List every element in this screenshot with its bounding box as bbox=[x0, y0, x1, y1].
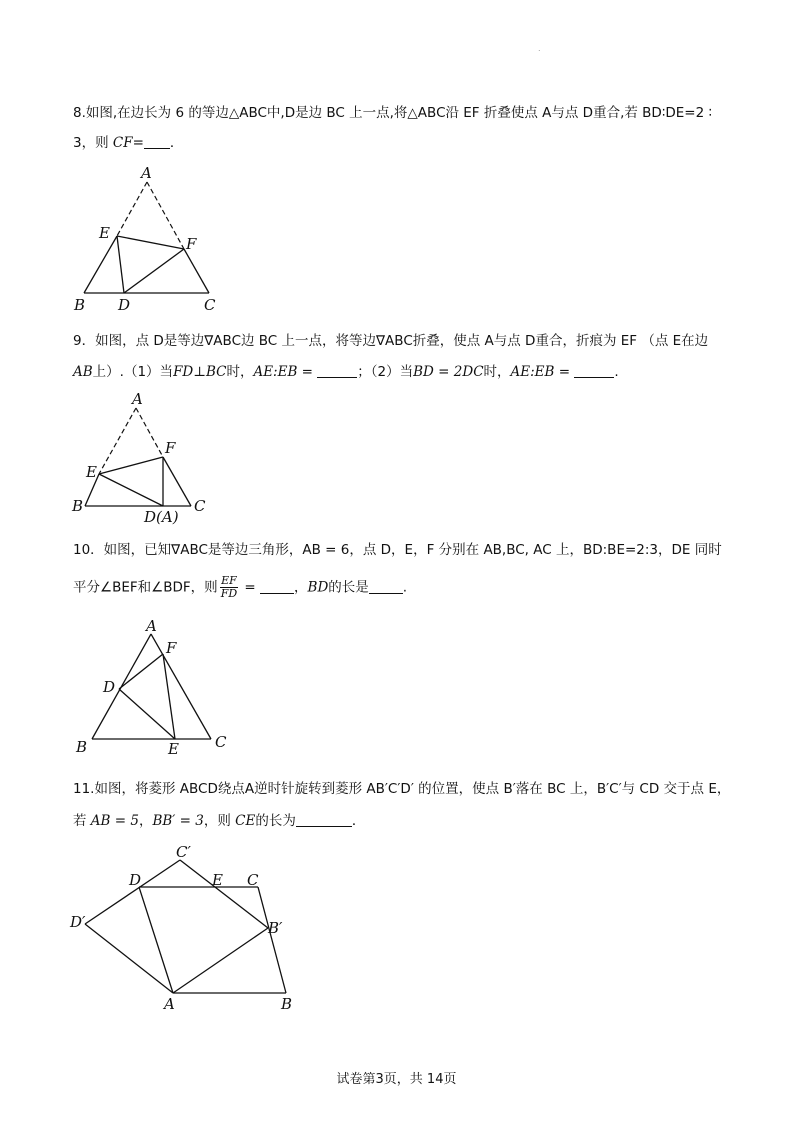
segment-de bbox=[119, 689, 175, 739]
crease-ef bbox=[99, 457, 163, 474]
q10-bd: BD bbox=[307, 579, 329, 596]
q9-t2: 时， bbox=[226, 364, 254, 380]
q11-bb: BB′ = 3 bbox=[152, 813, 204, 829]
fold-dash-af bbox=[147, 182, 184, 249]
q11-ce: CE bbox=[235, 813, 256, 829]
label-d: D bbox=[103, 678, 116, 696]
q10-t3: 的长是 bbox=[328, 579, 369, 596]
label-e: E bbox=[86, 463, 97, 481]
q11-line2 bbox=[73, 811, 365, 831]
q10-line2 bbox=[73, 575, 407, 600]
q11-line1: 11.如图，将菱形 ABCD绕点A逆时针旋转到菱形 AB′C′D′ 的位置，使点 B′落在 BC 上，B′C′与 CD 交于点 E， bbox=[73, 781, 731, 797]
q8-var: CF= bbox=[112, 135, 144, 151]
side-ac bbox=[151, 634, 211, 739]
q9-t1: 上）.（1）当 bbox=[92, 364, 174, 380]
q9-line1: 9．如图，点 D是等边∇ABC边 BC 上一点，将等边∇ABC折叠，使点 A与点 D重合，折痕为 EF （点 E在边 bbox=[73, 333, 709, 349]
q9-end: . bbox=[614, 364, 619, 380]
label-d: D bbox=[118, 296, 131, 314]
q10-t1: 平分∠BEF和∠BDF，则 bbox=[73, 579, 218, 596]
side-bc bbox=[258, 887, 286, 993]
side-ab-prime bbox=[173, 928, 268, 993]
q8-end: ． bbox=[169, 135, 184, 151]
crease-ef bbox=[117, 236, 184, 249]
label-a: A bbox=[164, 995, 175, 1013]
side-da bbox=[139, 887, 173, 993]
q10-eq: = bbox=[240, 579, 261, 596]
corner-mark: . bbox=[538, 44, 541, 53]
q10-frac-den: FD bbox=[220, 587, 238, 600]
q11-t4: 的长为 bbox=[255, 813, 296, 829]
fold-dash-af bbox=[136, 408, 163, 457]
q9-ratio1: AE:EB bbox=[253, 364, 298, 380]
label-b: B bbox=[74, 296, 86, 314]
q9-t4: 时， bbox=[483, 364, 511, 380]
segment-df bbox=[119, 654, 163, 689]
q9-cond1: FD⊥BC bbox=[173, 364, 227, 380]
q10-frac-num: EF bbox=[221, 574, 237, 587]
page-footer: 试卷第3页，共 14页 bbox=[336, 1072, 457, 1087]
q9-eq2: = bbox=[554, 364, 575, 380]
label-b: B bbox=[281, 995, 293, 1013]
segment-ed bbox=[117, 236, 124, 293]
label-e: E bbox=[212, 871, 223, 889]
q11-t1: 若 bbox=[73, 813, 91, 829]
label-f: F bbox=[165, 439, 176, 457]
figure-q8 bbox=[70, 160, 230, 315]
label-d-prime: D′ bbox=[70, 913, 86, 931]
side-fc bbox=[184, 249, 209, 293]
label-c-prime: C′ bbox=[176, 843, 191, 861]
label-c: C bbox=[215, 733, 227, 751]
figure-q11 bbox=[60, 838, 310, 1013]
label-f: F bbox=[186, 235, 197, 253]
label-b: B bbox=[76, 738, 88, 756]
q11-answer-blank[interactable] bbox=[296, 812, 352, 827]
side-eb bbox=[84, 236, 117, 293]
q9-ab: AB bbox=[73, 364, 93, 380]
label-a: A bbox=[132, 390, 143, 408]
label-e: E bbox=[99, 224, 110, 242]
q9-line2 bbox=[73, 362, 619, 382]
q8-answer-blank[interactable] bbox=[144, 134, 170, 149]
label-d: D bbox=[129, 871, 142, 889]
q8-line2 bbox=[73, 133, 183, 153]
label-e: E bbox=[168, 740, 179, 758]
segment-fd bbox=[124, 249, 184, 293]
q11-ab: AB = 5 bbox=[90, 813, 139, 829]
side-d-prime-a bbox=[85, 924, 173, 993]
q9-t3: ；（2）当 bbox=[357, 364, 414, 380]
label-b: B bbox=[72, 497, 84, 515]
label-c: C bbox=[204, 296, 216, 314]
label-c: C bbox=[247, 871, 259, 889]
q10-fraction bbox=[220, 575, 238, 600]
label-a: A bbox=[146, 617, 157, 635]
q11-t3: ，则 bbox=[203, 813, 236, 829]
label-f: F bbox=[166, 639, 177, 657]
label-c: C bbox=[194, 497, 206, 515]
q10-t2: ， bbox=[294, 579, 308, 596]
q9-answer-blank-2[interactable] bbox=[574, 363, 614, 378]
q9-ratio2: AE:EB bbox=[510, 364, 555, 380]
side-fc bbox=[163, 457, 191, 506]
label-b-prime: B′ bbox=[268, 919, 283, 937]
q10-answer-blank-1[interactable] bbox=[260, 579, 294, 594]
q10-end: . bbox=[402, 579, 408, 596]
side-c-prime-d-prime bbox=[85, 860, 180, 924]
fold-dash-ae bbox=[99, 408, 136, 474]
q9-eq1: = bbox=[297, 364, 318, 380]
fold-dash-ae bbox=[117, 182, 147, 236]
q11-end: ． bbox=[351, 813, 366, 829]
q9-cond2: BD = 2DC bbox=[413, 364, 484, 380]
label-a: A bbox=[141, 164, 152, 182]
q9-answer-blank-1[interactable] bbox=[317, 363, 357, 378]
figure-q10 bbox=[70, 612, 240, 762]
q8-text: 3，则 bbox=[73, 135, 113, 151]
segment-ed bbox=[99, 474, 163, 506]
q10-line1: 10．如图，已知∇ABC是等边三角形，AB = 6，点 D，E，F 分别在 AB,BC, AC 上，BD:BE=2:3，DE 同时 bbox=[73, 542, 722, 558]
q10-answer-blank-2[interactable] bbox=[369, 579, 403, 594]
q11-t2: ， bbox=[138, 813, 153, 829]
figure-q9 bbox=[70, 390, 220, 525]
q8-line1: 8.如图,在边长为 6 的等边△ABC中,D是边 BC 上一点,将△ABC沿 EF 折叠使点 A与点 D重合,若 BD∶DE=2 ∶ bbox=[73, 105, 712, 121]
label-d-a: D(A) bbox=[144, 508, 179, 526]
